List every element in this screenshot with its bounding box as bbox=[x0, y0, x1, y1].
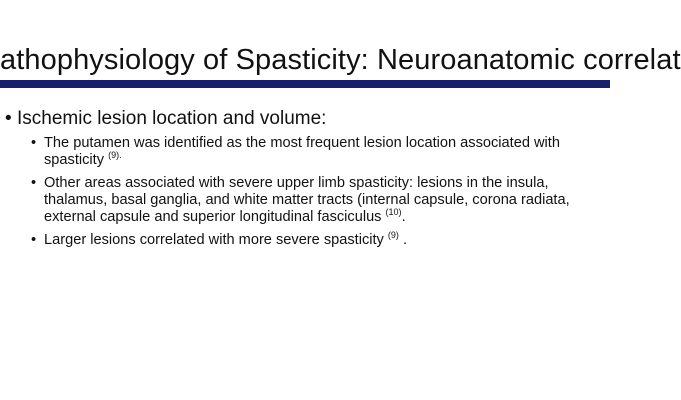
sub-bullet-text: Larger lesions correlated with more severe spasticity bbox=[44, 232, 384, 248]
sub-bullet-tail: . bbox=[398, 232, 408, 248]
sub-bullet-list bbox=[5, 135, 605, 249]
title-underline-bar bbox=[0, 80, 610, 88]
main-bullet: • Ischemic lesion location and volume: bbox=[5, 107, 605, 130]
citation-ref: (9). bbox=[108, 150, 122, 160]
citation-ref: (9) bbox=[387, 230, 399, 240]
sub-bullet-putamen bbox=[5, 135, 605, 169]
sub-bullet-text: The putamen was identified as the most frequent lesion location associated with spasticity bbox=[44, 135, 560, 168]
sub-bullet-text: Other areas associated with severe upper limb spasticity: lesions in the insula, thalamus, basal ganglia, and white matter tracts (internal capsule, corona radiata, external capsule and superior longitudinal fasciculus bbox=[44, 175, 570, 225]
citation-ref: (10) bbox=[385, 207, 402, 217]
slide-title: athophysiology of Spasticity: Neuroanatomic correlat bbox=[0, 44, 681, 76]
slide-body bbox=[5, 107, 605, 255]
sub-bullet-other-areas bbox=[5, 175, 605, 226]
sub-bullet-larger-lesions bbox=[5, 232, 605, 249]
sub-bullet-tail: . bbox=[401, 209, 406, 225]
